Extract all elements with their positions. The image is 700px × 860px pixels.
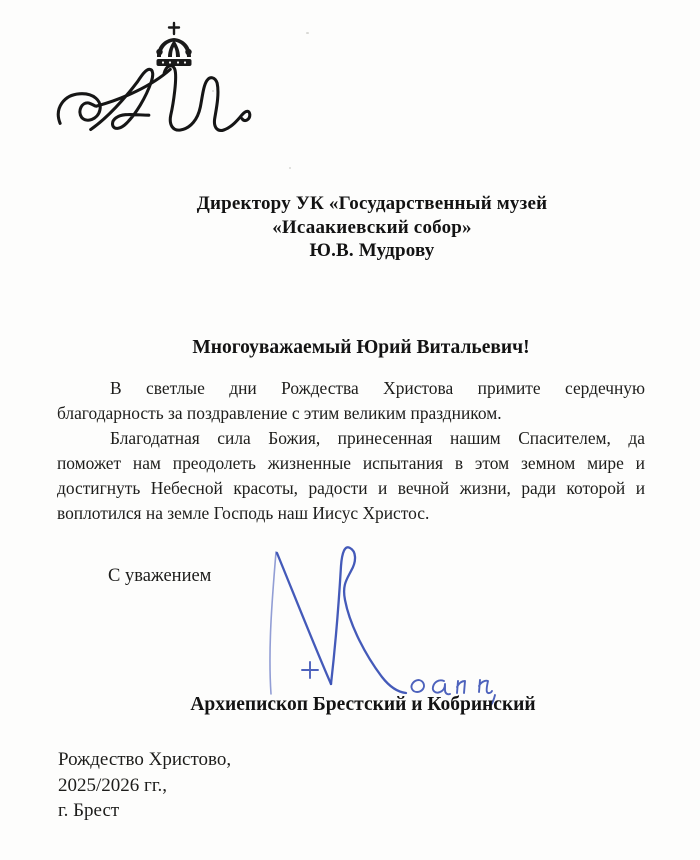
scan-speckle	[306, 32, 309, 34]
addressee-block	[0, 192, 700, 263]
date-block	[58, 747, 231, 824]
addressee-line: «Исаакиевский собор»	[272, 216, 472, 238]
monogram-script-icon	[54, 56, 262, 152]
body-line: воплотился на земле Господь наш Иисус Христос.	[57, 503, 430, 523]
body-line: достигнуть Небесной красоты, радости и вечной жизни, ради которой и	[57, 478, 645, 498]
date-line: г. Брест	[58, 800, 120, 821]
letter-body	[57, 376, 645, 526]
body-line: поможет нам преодолеть жизненные испытания в этом земном мире и	[57, 453, 645, 473]
salutation: Многоуважаемый Юрий Витальевич!	[192, 337, 530, 358]
body-line: В светлые дни Рождества Христова примите сердечную	[110, 378, 645, 398]
scan-speckle	[212, 90, 214, 92]
scan-speckle	[289, 167, 291, 169]
signer-title: Архиепископ Брестский и Кобринский	[190, 694, 536, 715]
body-line: благодарность за поздравление с этим великим праздником.	[57, 403, 502, 423]
addressee-line: Директору УК «Государственный музей	[196, 193, 548, 214]
date-line: 2025/2026 гг.,	[58, 774, 167, 796]
body-line: Благодатная сила Божия, принесенная нашим Спасителем, да	[110, 428, 645, 448]
date-line: Рождество Христово,	[58, 749, 232, 770]
signature-autograph	[255, 538, 515, 708]
addressee-line: Ю.В. Мудрову	[309, 240, 435, 261]
closing-phrase: С уважением	[108, 566, 212, 586]
